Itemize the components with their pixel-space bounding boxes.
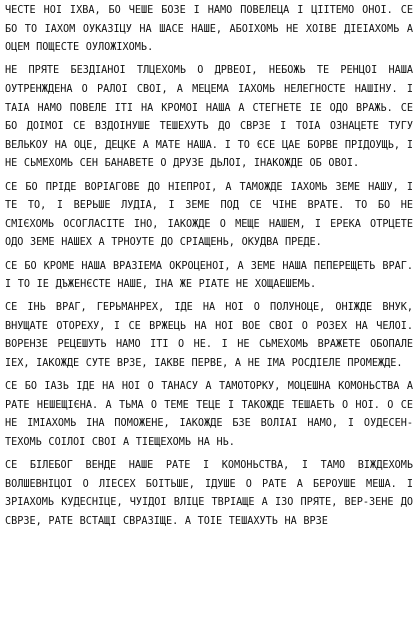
paragraph-1: ЧЕСТЕ НОІ ІХВА, БО ЧЕШЕ БОЗЕ І НАМО ПОВЕЛЕЦА І ЦІІТЕМО ОНОІ. СЕ БО ТО ІАХОМ ОУКАЗІЦУ НА ШАСЕ НАШЕ, АБОІХОМЬ НЕ ХОІВЕ ДІЕІАХОМЬ А ОЦЕМ ПОЩЕСТЕ ОУЛОЖІХОМЬ. bbox=[5, 5, 413, 54]
paragraph-6: СЕ БО ІАЗЬ ІДЕ НА НОІ О ТАНАСУ А ТАМОТОРКУ, МОЦЕШНА КОМОНЬСТВА А РАТЕ НЕШЕЩІЄНА. А ТЬМА О ТЕМЕ ТЕЦЕ І ТАКОЖДЕ ТЕШАЕТЬ О НОІ. О СЕ НЕ ІМІАХОМЬ ІНА ПОМОЖЕНЕ, ІАКОЖДЕ БЗЕ ВОЛІАІ НАМО, І ОУДЕСЕН-ТЕХОМЬ СОІЛОІ СВОІ А ТІЕЩЕХОМЬ НА НЬ. bbox=[5, 381, 413, 449]
paragraph-2: НЕ ПРЯТЕ БЕЗДІАНОІ ТЛЦЕХОМЬ О ДРВЕОІ, НЕБОЖЬ ТЕ РЕНЦОІ НАША ОУТРЕНЖДЕНА О РАЛОІ СВОІ, А МЕЦЕМА ІАХОМЬ НЕЛЕГНОСТЕ НАШІНУ. І ТАІА НАМО ПОВЕЛЕ ІТІ НА КРОМОІ НАША А СТЕГНЕТЕ ІЕ ОДО ВРАЖЬ. СЕ БО ДОІМОІ СЕ ВЗДОІНУШЕ ТЕШЕХУТЬ ДО СВРЗЕ І ТОІА ОЗНАЦЕТЕ ТУГУ ВЕЛЬКОУ НА ОЦЕ, ДЕЦКЕ А МАТЕ НАША. І ТО ЄСЕ ЦАЕ БОРВЕ ПРІДОУЩЬ, І НЕ СЬМЕХОМЬ СЕН БАНАВЕТЕ О ДРУЗЕ ДЬЛОІ, ІНАКОЖДЕ ОБ ОВОІ. bbox=[5, 65, 413, 170]
paragraph-3: СЕ БО ПРІДЕ ВОРІАГОВЕ ДО НІЕПРОІ, А ТАМОЖДЕ ІАХОМЬ ЗЕМЕ НАШУ, І ТЕ ТО, І ВЕРЬШЕ ЛУДІА, І ЗЕМЕ ПОД СЕ ЧІНЕ ВРАТЕ. ТО БО НЕ СМІЄХОМЬ ОСОГЛАСІТЕ ІНО, ІАКОЖДЕ О МЕЩЕ НАШЕМ, І ЕРЕКА ОТРЦЕТЕ ОДО ЗЕМЕ НАШЕХ А ТРНОУТЕ ДО СРІАЩЕНЬ, ОКУДВА ПРЕДЕ. bbox=[5, 181, 413, 249]
paragraph-4: СЕ БО КРОМЕ НАША ВРАЗІЕМА ОКРОЦЕНОІ, А ЗЕМЕ НАША ПЕПЕРЕЩЕТЬ ВРАГ. І ТО ІЕ ДЪЖЕНЄСТЕ НАШЕ, ІНА ЖЕ РІАТЕ НЕ ХОЩАЕШЕМЬ. bbox=[5, 260, 413, 291]
paragraph-7: СЕ БІЛЕБОГ ВЕНДЕ НАШЕ РАТЕ І КОМОНЬСТВА, І ТАМО ВІЖДЕХОМЬ ВОЛШЕВНІЦОІ О ЛІЕСЕХ БОІТЬШЕ, ІДУШЕ О РАТЕ А БЕРОУШЕ МЕША. І ЗРІАХОМЬ КУДЕСНІЦЕ, ЧУІДОІ ВЛІЦЕ ТВРІАЩЕ А ІЗО ПРЯТЕ, ВЕР-ЗЕНЕ ДО СВРЗЕ, РАТЕ ВСТАЩІ СВРАЗІЩЕ. А ТОІЕ ТЕШАХУТЬ НА ВРЗЕ bbox=[5, 460, 413, 527]
paragraph-5: СЕ ІНЬ ВРАГ, ГЕРЬМАНРЕХ, ІДЕ НА НОІ О ПОЛУНОЦЕ, ОНІЖДЕ ВНУК, ВНУЩАТЕ ОТОРЕХУ, І СЕ ВРЖЕЦЬ НА НОІ ВОЕ СВОІ О РОЗЕХ НА ЧЕЛОІ. ВОРЕНЗЕ РЕЦЕШУТЬ НАМО ІТІ О НЕ. І НЕ СЬМЕХОМЬ ВРАЖЕТЕ ОБОПАЛЕ ІЕХ, ІАКОЖДЕ СУТЕ ВРЗЕ, ІАКВЕ ПЕРВЕ, А НЕ ІМА РОСДІЕЛЕ ПРОМЕЖДЕ. bbox=[5, 302, 413, 370]
